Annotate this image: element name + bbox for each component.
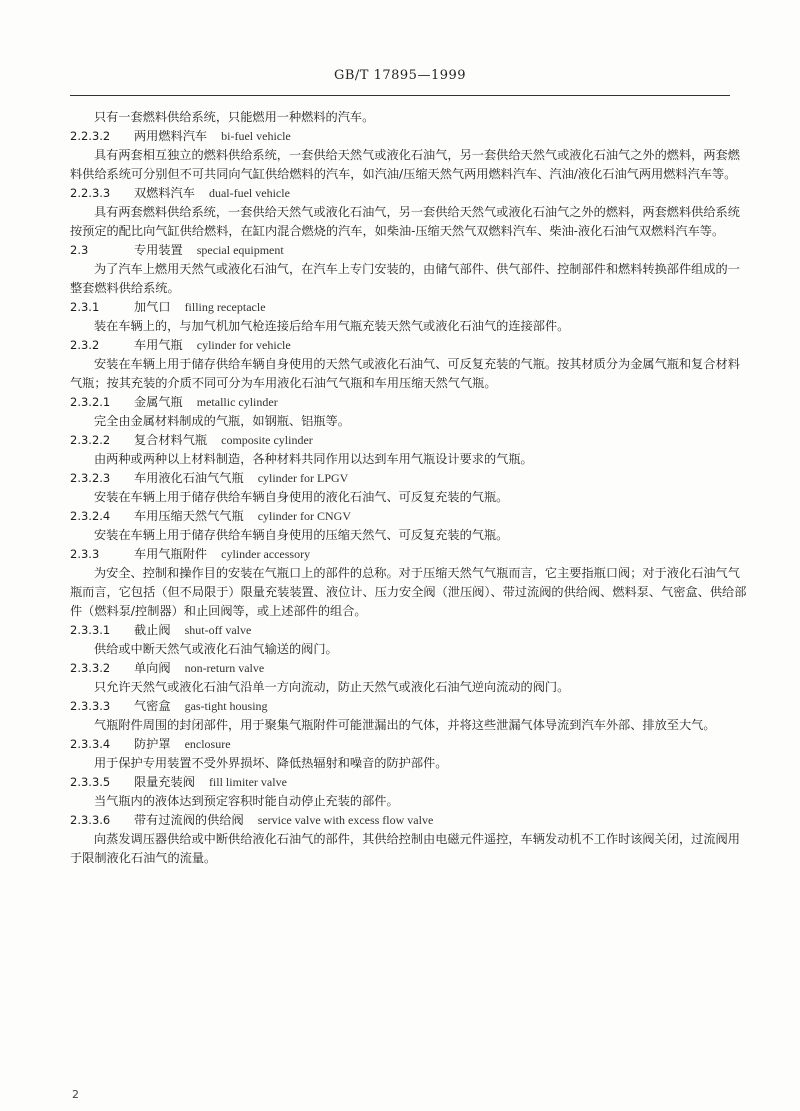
term-number: 2.2.3.2 [70,129,111,143]
page-header: GB/T 17895—1999 [333,68,467,83]
term-definition: 安装在车辆上用于储存供给车辆自身使用的液化石油气、可反复充装的气瓶。 [94,490,509,504]
term-chinese: 气密盒 [134,699,171,713]
term-definition: 只有一套燃料供给系统，只能燃用一种燃料的汽车。 [94,110,375,124]
term-chinese: 两用燃料汽车 [134,129,208,143]
page-number: 2 [72,1088,79,1101]
term-english: gas-tight housing [184,699,268,713]
term-heading [70,241,750,260]
term-english: cylinder accessory [221,547,311,561]
term-chinese: 截止阀 [134,623,171,637]
term-english: filling receptacle [184,300,266,314]
term-chinese: 复合材料气瓶 [134,433,208,447]
term-english: dual-fuel vehicle [208,186,290,200]
term-english: non-return valve [184,661,265,675]
term-number: 2.3.2.2 [70,433,111,447]
term-chinese: 车用气瓶 [134,338,183,352]
term-english: special equipment [196,243,284,257]
term-definition: 为安全、控制和操作目的安装在气瓶口上的部件的总称。对于压缩天然气气瓶而言，它主要指瓶口阀；对于液化石油气气瓶而言，它包括（但不局限于）限量充装装置、液位计、压力安全阀（泄压阀）、带过流阀的供给阀、燃料泵、气密盒、供给部件（燃料泵/控制器）和止回阀等，或上述部件的组合。 [70,566,747,618]
term-english: bi-fuel vehicle [221,129,291,143]
term-chinese: 车用气瓶附件 [134,547,208,561]
term-heading [70,336,750,355]
term-english: cylinder for CNGV [257,509,351,523]
term-number: 2.3.2 [70,338,100,352]
term-definition: 气瓶附件周围的封闭部件，用于聚集气瓶附件可能泄漏出的气体，并将这些泄漏气体导流到汽车外部、排放至大气。 [94,718,716,732]
term-heading [70,298,750,317]
term-heading [70,735,750,754]
term-definition: 供给或中断天然气或液化石油气输送的阀门。 [94,642,338,656]
term-heading [70,184,750,203]
term-definition: 具有两套相互独立的燃料供给系统，一套供给天然气或液化石油气，另一套供给天然气或液化石油气之外的燃料，两套燃料供给系统可分别但不可共同向气缸供给燃料的汽车，如汽油/压缩天然气两用燃料汽车、汽油/液化石油气两用燃料汽车等。 [70,148,740,181]
term-heading [70,545,750,564]
term-english: metallic cylinder [196,395,278,409]
term-number: 2.3.3.4 [70,737,111,751]
header-rule [70,95,730,96]
term-english: enclosure [184,737,231,751]
term-heading [70,697,750,716]
term-chinese: 车用压缩天然气气瓶 [134,509,244,523]
term-chinese: 加气口 [134,300,171,314]
term-chinese: 防护罩 [134,737,171,751]
term-chinese: 车用液化石油气气瓶 [134,471,244,485]
term-number: 2.3.3.1 [70,623,111,637]
term-english: fill limiter valve [208,775,287,789]
term-definition: 为了汽车上燃用天然气或液化石油气，在汽车上专门安装的，由储气部件、供气部件、控制部件和燃料转换部件组成的一整套燃料供给系统。 [70,262,740,295]
term-chinese: 单向阀 [134,661,171,675]
term-definition: 向蒸发调压器供给或中断供给液化石油气的部件，其供给控制由电磁元件遥控，车辆发动机不工作时该阀关闭，过流阀用于限制液化石油气的流量。 [70,832,740,865]
term-definition: 具有两套燃料供给系统，一套供给天然气或液化石油气，另一套供给天然气或液化石油气之外的燃料，两套燃料供给系统按预定的配比向气缸供给燃料，在缸内混合燃烧的汽车，如柴油-压缩天然气双燃料汽车、柴油-液化石油气双燃料汽车等。 [70,205,740,238]
term-number: 2.2.3.3 [70,186,111,200]
term-english: cylinder for vehicle [196,338,291,352]
term-english: cylinder for LPGV [257,471,349,485]
term-number: 2.3.3.6 [70,813,111,827]
term-english: composite cylinder [221,433,313,447]
term-english: shut-off valve [184,623,252,637]
term-heading [70,507,750,526]
term-definition: 当气瓶内的液体达到预定容积时能自动停止充装的部件。 [94,794,399,808]
term-chinese: 专用装置 [134,243,183,257]
term-number: 2.3.3 [70,547,100,561]
term-chinese: 带有过流阀的供给阀 [134,813,244,827]
term-definition: 用于保护专用装置不受外界损坏、降低热辐射和噪音的防护部件。 [94,756,448,770]
term-heading [70,469,750,488]
term-definition: 由两种或两种以上材料制造，各种材料共同作用以达到车用气瓶设计要求的气瓶。 [94,452,533,466]
term-heading [70,393,750,412]
term-heading [70,811,750,830]
document-body [70,108,750,868]
term-number: 2.3.3.5 [70,775,111,789]
term-chinese: 限量充装阀 [134,775,195,789]
term-number: 2.3.2.4 [70,509,111,523]
term-chinese: 金属气瓶 [134,395,183,409]
term-english: service valve with excess flow valve [257,813,434,827]
term-number: 2.3.2.1 [70,395,111,409]
term-definition: 安装在车辆上用于储存供给车辆自身使用的压缩天然气、可反复充装的气瓶。 [94,528,509,542]
term-definition: 只允许天然气或液化石油气沿单一方向流动，防止天然气或液化石油气逆向流动的阀门。 [94,680,570,694]
term-heading [70,431,750,450]
term-number: 2.3.2.3 [70,471,111,485]
term-number: 2.3.3.3 [70,699,111,713]
term-chinese: 双燃料汽车 [134,186,195,200]
term-definition: 完全由金属材料制成的气瓶，如钢瓶、铝瓶等。 [94,414,350,428]
term-definition: 安装在车辆上用于储存供给车辆自身使用的天然气或液化石油气、可反复充装的气瓶。按其材质分为金属气瓶和复合材料气瓶；按其充装的介质不同可分为车用液化石油气气瓶和车用压缩天然气气瓶。 [70,357,740,390]
term-heading [70,127,750,146]
term-heading [70,773,750,792]
term-number: 2.3 [70,243,89,257]
term-heading [70,621,750,640]
term-number: 2.3.3.2 [70,661,111,675]
term-number: 2.3.1 [70,300,100,314]
term-heading [70,659,750,678]
term-definition: 装在车辆上的，与加气机加气枪连接后给车用气瓶充装天然气或液化石油气的连接部件。 [94,319,570,333]
